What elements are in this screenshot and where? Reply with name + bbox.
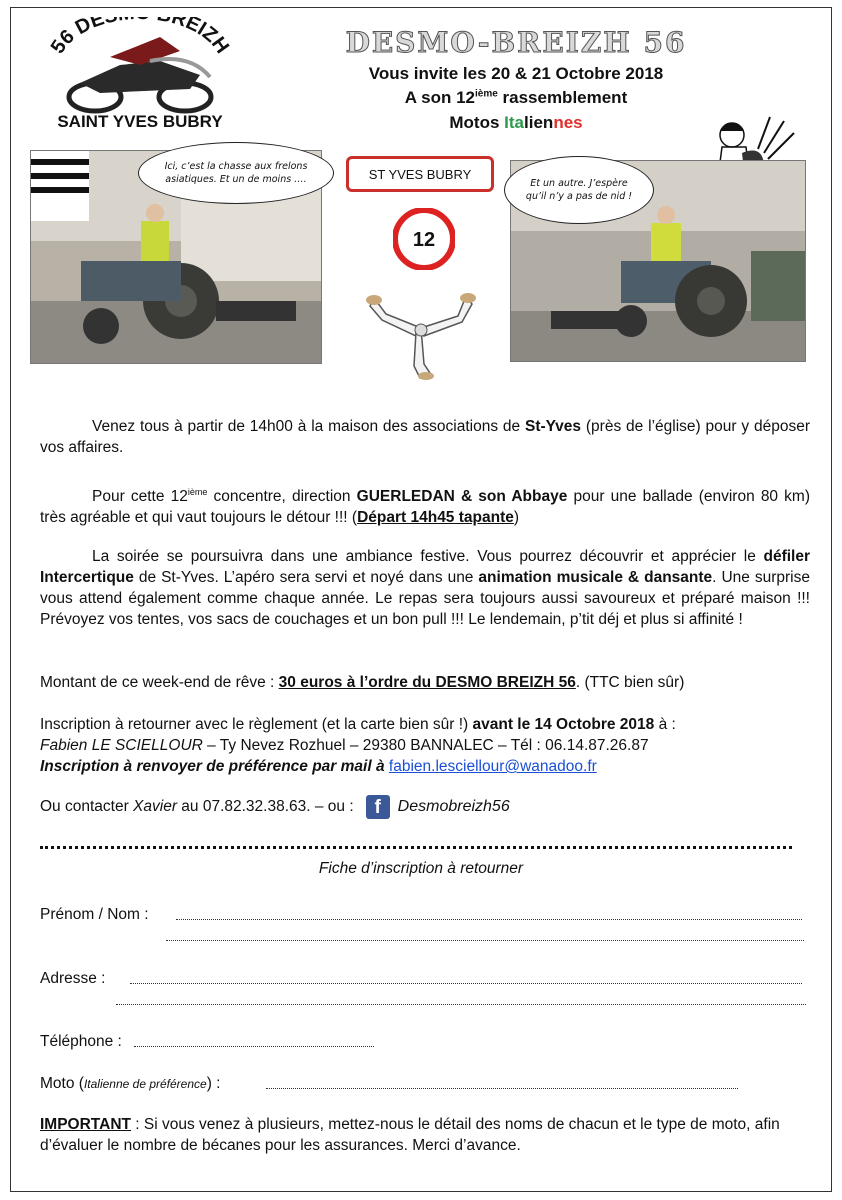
paragraph-ride [40,482,810,528]
name-field-line2[interactable] [166,926,804,941]
facebook-icon[interactable]: f [366,795,390,819]
p3-c: de St-Yves. L’apéro sera servi et noyé dans une [133,569,479,586]
p1-a: Venez tous à partir de 14h00 à la maison des associations de [92,418,526,435]
p4-a: Montant de ce week-end de rêve : [40,674,279,691]
logo-bottom-text: SAINT YVES BUBRY [57,112,223,131]
moto-label-c: ) : [206,1075,221,1092]
paragraph-contact [40,795,810,819]
p2-d: pour une ballade (environ 80 km) très agréable et qui vaut toujours le détour !!! ( [40,488,810,527]
mail-label: Inscription à renvoyer de préférence par mail à [40,758,385,775]
contact-name: Fabien LE SCIELLOUR [40,737,203,754]
p3-d: animation musicale & dansante [478,569,713,586]
p6-b: au 07.82.32.38.63. – ou : [176,798,354,816]
motos-red: nes [553,113,583,132]
moto-field[interactable] [266,1074,738,1089]
phone-label: Téléphone : [40,1033,122,1050]
event-title: DESMO-BREIZH 56 [345,26,687,59]
motos-word: Motos [449,113,505,132]
speech-bubble-left: Ici, c’est la chasse aux frelons asiatiques. Et un de moins …. [138,142,334,204]
paragraph-evening [40,546,810,630]
p6-name: Xavier [133,798,177,816]
logo-top-text: 56 DE REIZH [46,17,234,58]
important-text: : Si vous venez à plusieurs, mettez-nous le détail des noms de chacun et le type de moto, afin d’évaluer le nombre de bécanes pour les assurances. Merci d’avance. [40,1116,780,1154]
p1-b: St-Yves [525,418,582,435]
facebook-page-name[interactable]: Desmobreizh56 [397,798,510,816]
p2-a: Pour cette 12 [92,488,188,506]
rally-line-sup: ième [474,88,498,100]
name-field[interactable] [176,905,802,920]
speed-limit-value: 12 [412,229,436,251]
address-label: Adresse : [40,970,106,987]
paragraph-arrival [40,416,810,458]
form-title: Fiche d’inscription à retourner [318,860,524,877]
email-link[interactable]: fabien.lesciellour@wanadoo.fr [388,758,597,775]
p3-a: La soirée se poursuivra dans une ambiance festive. Vous pourrez découvrir et apprécier le [92,548,764,565]
p2-b: concentre, direction [207,488,357,506]
important-note [40,1114,810,1156]
p6-a: Ou contacter [40,798,134,816]
moto-label-b: Italienne de préférence [83,1077,207,1091]
paragraph-price [40,672,810,693]
address-field[interactable] [130,969,802,984]
motos-white: lien [524,113,554,132]
motos-green: Ita [504,113,525,132]
p4-c: . (TTC bien sûr) [575,674,685,691]
rally-line-a: A son 12 [404,88,475,107]
invite-line: Vous invite les 20 & 21 Octobre 2018 [368,64,664,83]
speed-limit-sign [393,208,455,270]
p4-b: 30 euros à l’ordre du DESMO BREIZH 56 [278,674,576,691]
town-sign: ST YVES BUBRY [346,156,494,192]
rally-line-b: rassemblement [497,88,628,107]
address-field-line2[interactable] [116,990,806,1005]
p2-sup: ième [187,487,208,497]
club-logo [40,17,240,135]
name-label: Prénom / Nom : [40,906,149,923]
p2-c: GUERLEDAN & son Abbaye [356,488,568,506]
p2-f: ) [513,509,520,527]
rally-line [300,88,732,108]
p5-a: Inscription à retourner avec le règlement (et la carte bien sûr !) [40,716,473,733]
p1-c: (près de l’église) pour y déposer vos affaires. [40,418,810,456]
paragraph-registration [40,714,810,777]
motos-line [300,113,732,133]
speech-bubble-right: Et un autre. J’espère qu’il n’y a pas de nid ! [504,156,654,224]
p5-b: avant le 14 Octobre 2018 [472,716,655,733]
p5-c: à : [654,716,676,733]
p3-b: défiler Intercertique [40,548,810,586]
moto-label-a: Moto ( [40,1075,84,1092]
p2-e: Départ 14h45 tapante [357,509,514,527]
phone-field[interactable] [134,1032,374,1047]
p3-e: . Une surprise vous attend également comme chaque année. Le repas sera toujours aussi savoureux et préparé maison !!! Prévoyez vos tentes, vos sacs de couchages et un bon pull !!! Le lendemain, p’tit déj et plus si affinité ! [40,569,810,628]
important-label: IMPORTANT [40,1116,131,1133]
contact-address: – Ty Nevez Rozhuel – 29380 BANNALEC – Tél : 06.14.87.26.87 [202,737,649,754]
cut-separator [40,838,792,849]
triskelion-icon [366,280,476,380]
